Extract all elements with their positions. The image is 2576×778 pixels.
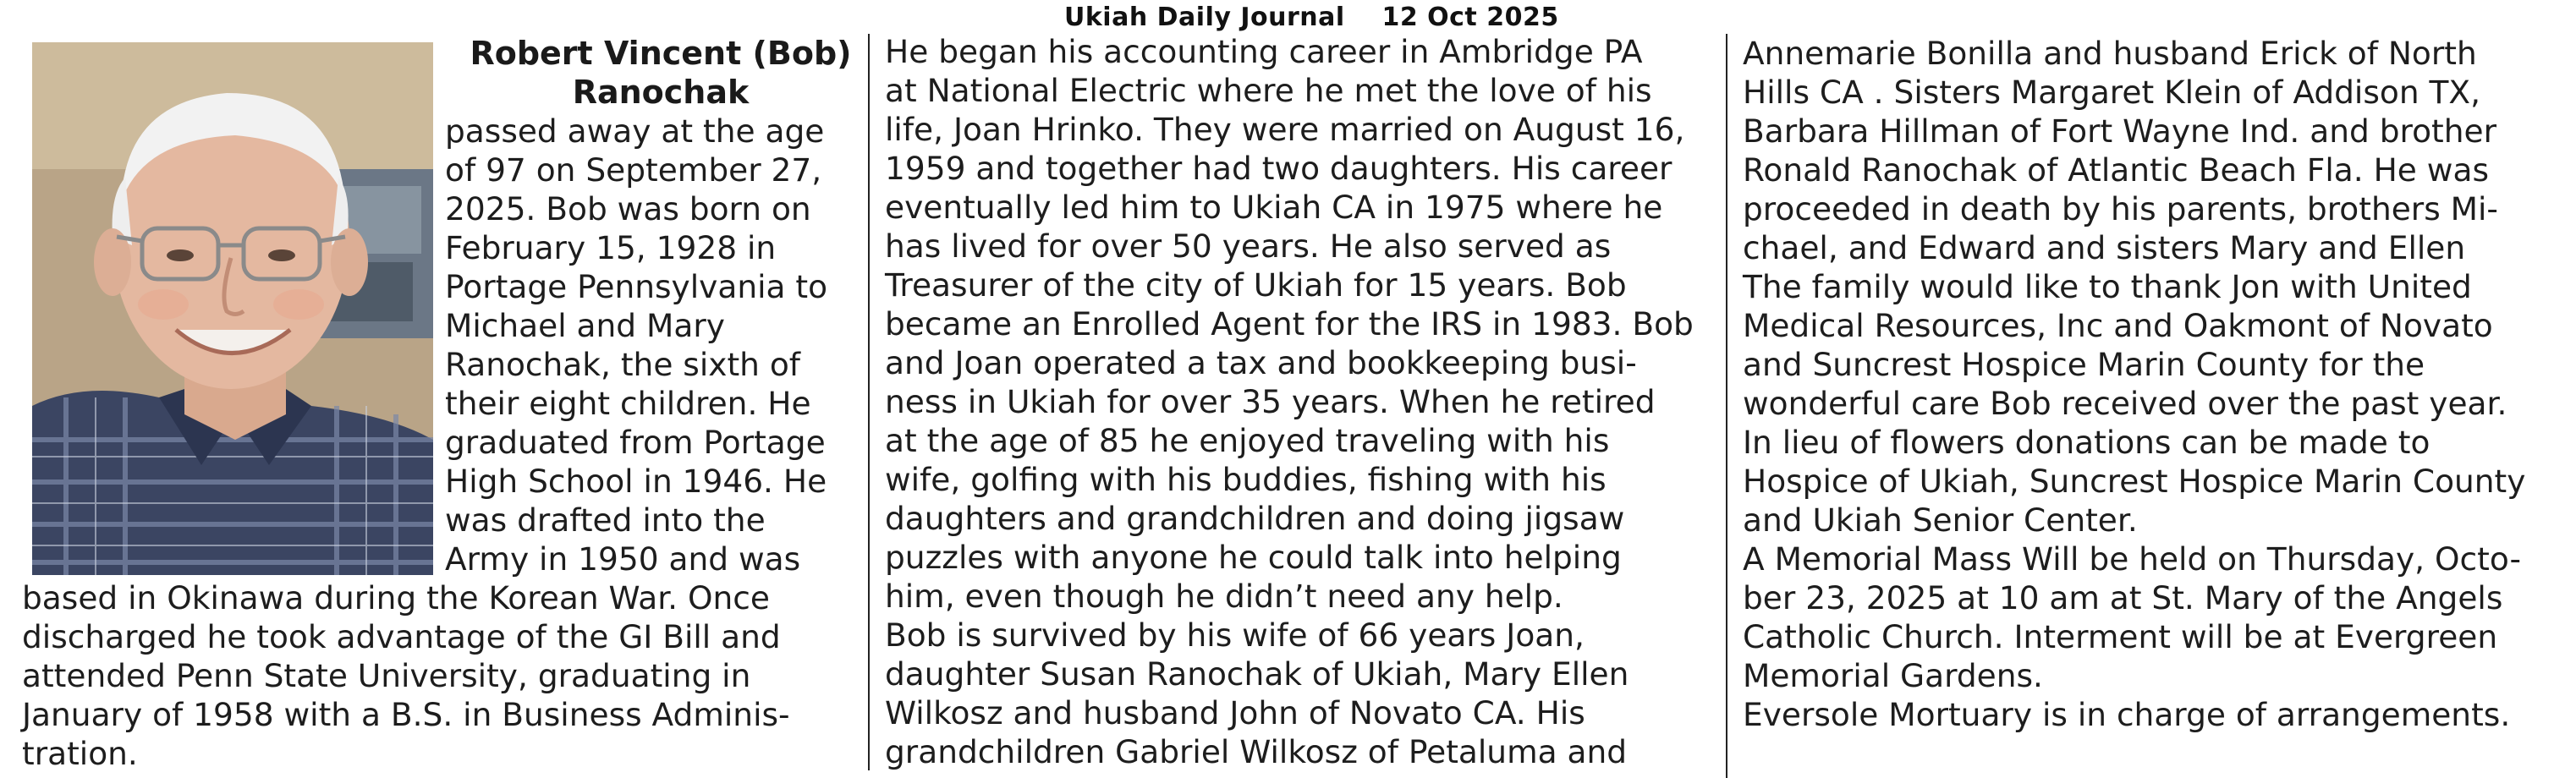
col3-text-line: Catholic Church. Interment will be at Evergreen [1743,618,2498,655]
col2-text-line: Wilkosz and husband John of Novato CA. His [885,694,1585,731]
col1-text-line: February 15, 1928 in [445,229,777,266]
col2-text-line: He began his accounting career in Ambridge PA [885,33,1643,70]
obituary-column-1 [22,34,876,773]
col1-text-line: tration. [22,735,138,772]
col2-text-line: grandchildren Gabriel Wilkosz of Petaluma and [885,733,1628,770]
col1-text-line: 2025. Bob was born on [445,190,811,227]
col1-text-line: Portage Pennsylvania to [445,268,828,305]
col1-text-line: January of 1958 with a B.S. in Business Adminis- [22,696,790,733]
col2-text-line: Bob is survived by his wife of 66 years Joan, [885,616,1585,654]
col3-text-line: Barbara Hillman of Fort Wayne Ind. and brother [1743,112,2497,150]
col2-text-line: eventually led him to Ukiah CA in 1975 where he [885,189,1663,226]
col2-text-line: 1959 and together had two daughters. His career [885,150,1672,187]
col3-text-line: Hospice of Ukiah, Suncrest Hospice Marin County [1743,463,2526,500]
portrait-photo [32,42,433,575]
obituary-name-line-1: Robert Vincent (Bob) [470,35,852,72]
col1-text-line: Army in 1950 and was [445,540,801,578]
col3-text-line: and Suncrest Hospice Marin County for the [1743,346,2425,383]
col3-text-line: Ronald Ranochak of Atlantic Beach Fla. He was [1743,151,2489,189]
col3-text-line: ber 23, 2025 at 10 am at St. Mary of the Angels [1743,579,2503,616]
col3-text-line: Hills CA . Sisters Margaret Klein of Addison TX, [1743,74,2481,111]
col3-text-line: Eversole Mortuary is in charge of arrangements. [1743,696,2511,733]
col2-text-line: life, Joan Hrinko. They were married on August 16, [885,111,1685,148]
masthead: Ukiah Daily Journal 12 Oct 2025 [1064,3,1559,32]
col1-text-line: was drafted into the [445,501,766,539]
col1-text-line: attended Penn State University, graduating in [22,657,751,694]
col2-text-line: has lived for over 50 years. He also served as [885,227,1612,265]
col3-text-line: Annemarie Bonilla and husband Erick of North [1743,35,2477,72]
col3-text-line: wonderful care Bob received over the past year. [1743,385,2507,422]
col3-text-line: A Memorial Mass Will be held on Thursday, Octo- [1743,540,2522,578]
col2-text-line: him, even though he didn’t need any help. [885,578,1563,615]
col1-text-line: passed away at the age [445,112,825,150]
col3-text-line: Memorial Gardens. [1743,657,2043,694]
obituary-column-2 [885,32,1718,771]
col1-text-line: High School in 1946. He [445,463,827,500]
col2-text-line: and Joan operated a tax and bookkeeping busi- [885,344,1637,381]
col2-text-line: at National Electric where he met the love of his [885,72,1652,109]
col2-text-line: wife, golfing with his buddies, fishing with his [885,461,1607,498]
col2-text-line: daughters and grandchildren and doing jigsaw [885,500,1625,537]
col3-text-line: chael, and Edward and sisters Mary and Ellen [1743,229,2466,266]
col1-text-line: based in Okinawa during the Korean War. Once [22,579,770,616]
col1-text-line: graduated from Portage [445,424,826,461]
col1-text-line: discharged he took advantage of the GI Bill and [22,618,781,655]
column-divider-2 [1726,34,1727,778]
col3-text-line: The family would like to thank Jon with United [1743,268,2472,305]
obituary-name-line-2: Ranochak [572,74,750,111]
col2-text-line: puzzles with anyone he could talk into helping [885,539,1622,576]
col2-text-line: Treasurer of the city of Ukiah for 15 years. Bob [885,266,1627,304]
col1-text-line: Michael and Mary [445,307,725,344]
col2-text-line: became an Enrolled Agent for the IRS in 1983. Bob [885,305,1694,342]
col3-text-line: In lieu of flowers donations can be made to [1743,424,2430,461]
col1-text-line: Ranochak, the sixth of [445,346,800,383]
obituary-column-3 [1743,34,2572,734]
col3-text-line: Medical Resources, Inc and Oakmont of Novato [1743,307,2493,344]
col1-text-line: of 97 on September 27, [445,151,822,189]
col1-text-line: their eight children. He [445,385,811,422]
col3-text-line: proceeded in death by his parents, brothers Mi- [1743,190,2498,227]
col2-text-line: daughter Susan Ranochak of Ukiah, Mary Ellen [885,655,1629,693]
col2-text-line: at the age of 85 he enjoyed traveling with his [885,422,1610,459]
col3-text-line: and Ukiah Senior Center. [1743,501,2138,539]
col2-text-line: ness in Ukiah for over 35 years. When he retired [885,383,1656,420]
